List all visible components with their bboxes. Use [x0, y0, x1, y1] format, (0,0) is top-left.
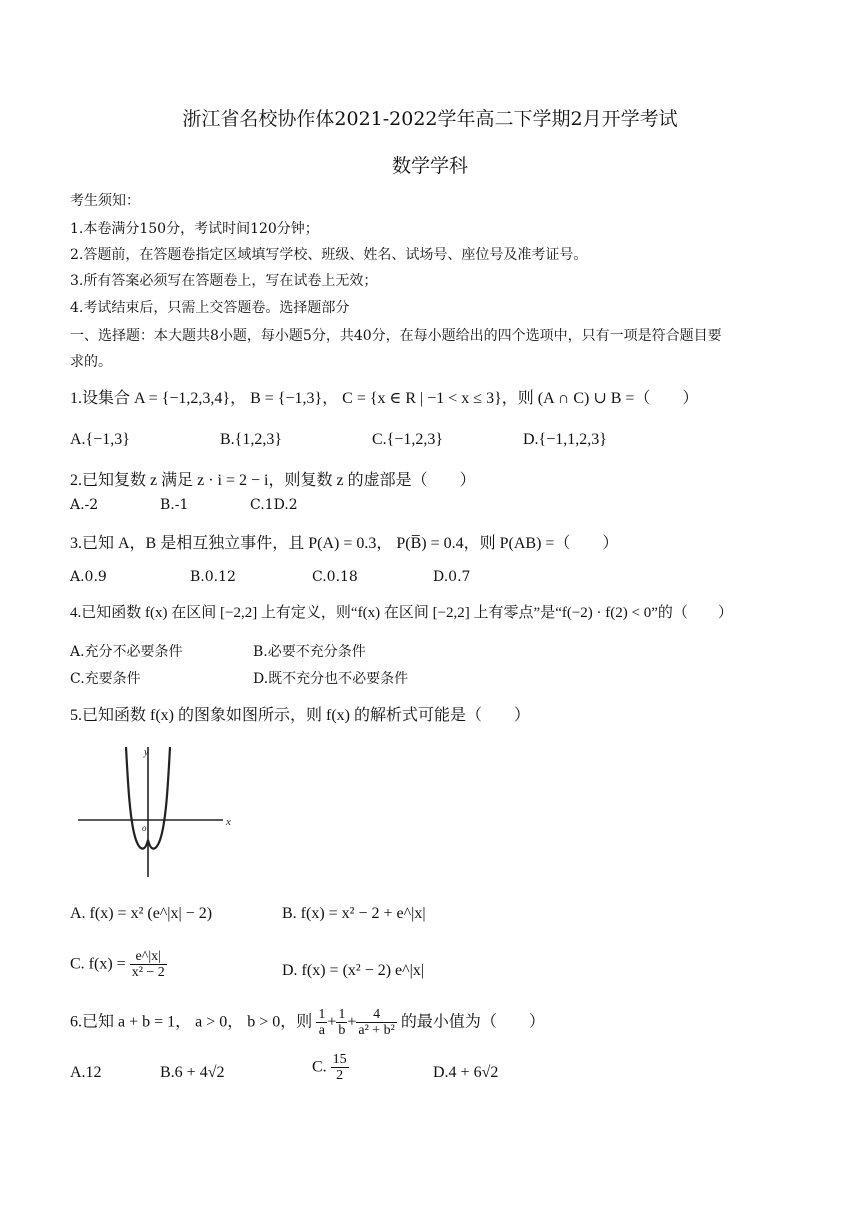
- q5-option-b: B. f(x) = x² − 2 + e^|x|: [282, 905, 426, 922]
- q6-fraction-2: [336, 1007, 347, 1039]
- q6-option-c-fraction: [331, 1052, 349, 1084]
- q4-option-b: B.必要不充分条件: [253, 644, 366, 660]
- q6-option-c: [312, 1052, 349, 1084]
- fraction-denominator: 2: [336, 1068, 344, 1084]
- function-graph: [78, 745, 238, 880]
- fraction-numerator: e^|x|: [130, 949, 167, 965]
- q1-option-c: C.{−1,2,3}: [372, 431, 444, 448]
- q1-option-d: D.{−1,1,2,3}: [523, 431, 607, 448]
- q4-option-c: C.充要条件: [70, 671, 141, 687]
- q6-option-c-label: C.: [312, 1058, 327, 1076]
- fraction-numerator: 1: [338, 1007, 346, 1022]
- notice-heading: 考生须知：: [70, 193, 140, 209]
- fraction-denominator: b: [338, 1023, 346, 1039]
- q3-option-b: B.0.12: [190, 569, 236, 585]
- notice-item: 3.所有答案必须写在答题卷上，写在试卷上无效；: [70, 273, 378, 289]
- origin-label: o: [142, 823, 147, 833]
- fraction-numerator: 1: [318, 1007, 326, 1022]
- q5-option-a: A. f(x) = x² (e^|x| − 2): [70, 905, 213, 922]
- q3-option-d: D.0.7: [433, 569, 471, 585]
- fraction-denominator: x² − 2: [131, 965, 165, 981]
- q6-stem-post: 的最小值为（ ）: [400, 1013, 545, 1031]
- q6-fraction-1: [316, 1007, 327, 1039]
- notice-item: 2.答题前，在答题卷指定区域填写学校、班级、姓名、试场号、座位号及准考证号。: [70, 247, 588, 263]
- question-4-stem: 4.已知函数 f(x) 在区间 [−2,2] 上有定义，则“f(x) 在区间 [−2,2] 上有零点”是“f(−2) · f(2) < 0”的（ ）: [70, 605, 733, 621]
- q4-option-d: D.既不充分也不必要条件: [253, 671, 409, 687]
- q2-option-a: A.-2: [70, 497, 99, 513]
- q6-option-d: D.4 + 6√2: [433, 1064, 499, 1081]
- question-1-stem: 1.设集合 A = {−1,2,3,4}， B = {−1,3}， C = {x ∈ R | −1 < x ≤ 3}，则 (A ∩ C) ∪ B =（ ）: [70, 390, 699, 407]
- q5-option-c: [70, 949, 167, 981]
- question-2-stem: 2.已知复数 z 满足 z · i = 2 − i，则复数 z 的虚部是（ ）: [70, 472, 476, 489]
- y-axis-label: y: [144, 747, 149, 758]
- fraction-numerator: 15: [332, 1052, 347, 1067]
- page-title: 浙江省名校协作体2021-2022学年高二下学期2月开学考试: [182, 108, 678, 130]
- q2-option-c: C.1D.2: [250, 497, 298, 513]
- fraction-numerator: 4: [356, 1007, 397, 1023]
- question-5-stem: 5.已知函数 f(x) 的图象如图所示，则 f(x) 的解析式可能是（ ）: [70, 707, 530, 724]
- fraction-denominator: a² + b²: [358, 1023, 395, 1039]
- q3-option-a: A.0.9: [70, 569, 107, 585]
- section-heading: 一、选择题：本大题共8小题，每小题5分，共40分，在每小题给出的四个选项中，只有一项是符合题目要: [70, 328, 722, 344]
- q2-option-b: B.-1: [160, 497, 189, 513]
- q5-option-c-fraction: [130, 949, 167, 981]
- q4-option-a: A.充分不必要条件: [70, 644, 183, 660]
- question-3-stem: 3.已知 A，B 是相互独立事件，且 P(A) = 0.3， P(B̅) = 0.4，则 P(AB) =（ ）: [70, 535, 619, 552]
- section-heading-cont: 求的。: [70, 354, 112, 370]
- x-axis-label: x: [226, 816, 231, 828]
- q6-stem-pre: 6.已知 a + b = 1， a > 0， b > 0，则: [70, 1013, 317, 1031]
- q5-option-d: D. f(x) = (x² − 2) e^|x|: [282, 962, 425, 979]
- notice-item: 1.本卷满分150分，考试时间120分钟；: [70, 221, 319, 237]
- q6-fraction-3: [356, 1007, 397, 1039]
- notice-item: 4.考试结束后，只需上交答题卷。选择题部分: [70, 300, 350, 316]
- q1-option-a: A.{−1,3}: [70, 431, 130, 448]
- q6-option-b: B.6 + 4√2: [160, 1064, 225, 1081]
- q5-option-c-label: C. f(x) =: [70, 955, 130, 973]
- q1-option-b: B.{1,2,3}: [220, 431, 283, 448]
- question-6-stem: 6.已知 a + b = 1， a > 0， b > 0，则 $\frac{1}{a}$ + $\frac{1}{b}$ + $\frac{4}{\text{a² + b²}}$ 的最小值为（ ）: [70, 1007, 545, 1039]
- q3-option-c: C.0.18: [312, 569, 358, 585]
- fraction-denominator: a: [318, 1023, 325, 1039]
- q6-option-a: A.12: [70, 1064, 102, 1081]
- page-subtitle: 数学学科: [391, 155, 468, 177]
